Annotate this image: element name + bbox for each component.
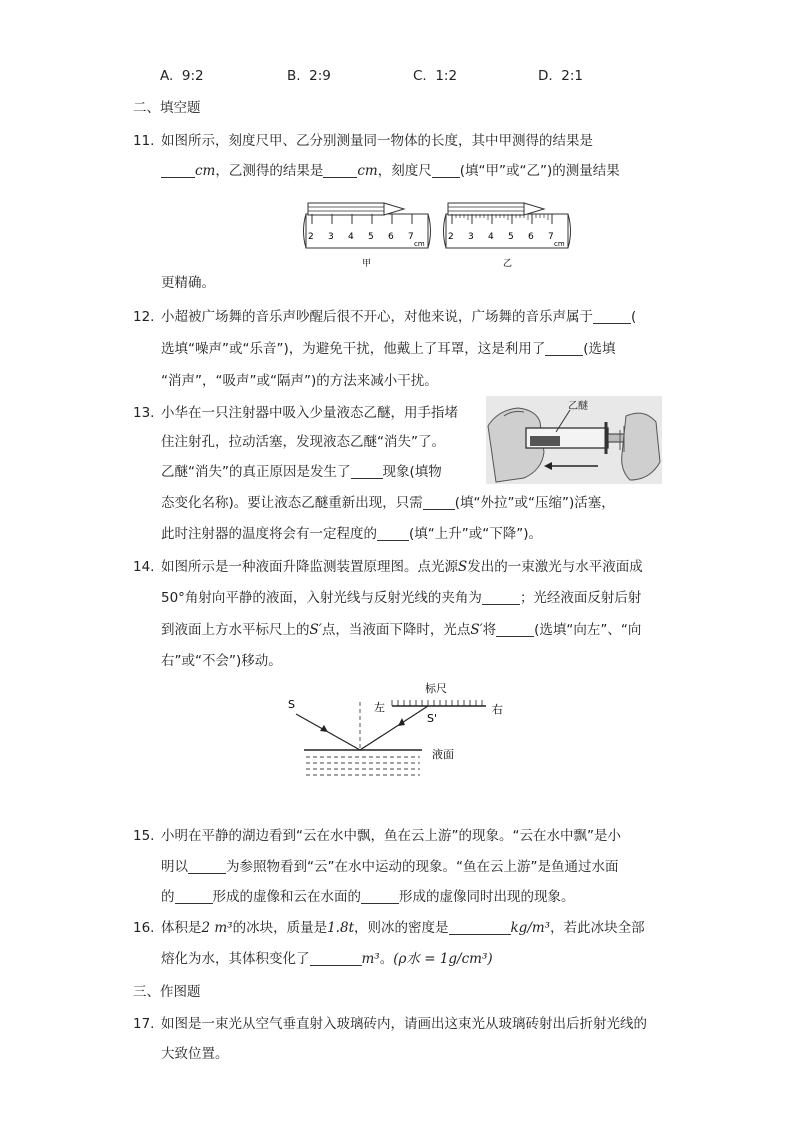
liquid-surface xyxy=(304,750,422,775)
option-c: C. 1:2 xyxy=(413,68,458,84)
ruler-label: 标尺 xyxy=(425,682,447,695)
q17-line2: 大致位置。 xyxy=(161,1046,229,1062)
option-d: D. 2:1 xyxy=(538,68,584,84)
q11-line2: cm，乙测得的结果是 cm，刻度尺 (填“甲”或“乙”)的测量结果 xyxy=(161,161,620,181)
question-number: 14. xyxy=(133,559,155,575)
option-a: A. 9:2 xyxy=(160,68,204,84)
answer-blank[interactable] xyxy=(161,163,195,178)
answer-blank[interactable] xyxy=(310,951,362,966)
liquid-label: 液面 xyxy=(432,748,454,761)
answer-blank[interactable] xyxy=(361,889,399,904)
q11-line1: 如图所示，刻度尺甲、乙分别测量同一物体的长度，其中甲测得的结果是 xyxy=(161,133,593,149)
q13-line2: 住注射孔，拉动活塞，发现液态乙醚“消失”了。 xyxy=(161,434,445,450)
q12-line1: 小超被广场舞的音乐声吵醒后很不开心，对他来说，广场舞的音乐声属于 ( xyxy=(161,309,637,325)
q14-line2: 50°角射向平静的液面，入射光线与反射光线的夹角为 ；光经液面反射后射 xyxy=(161,590,642,606)
tick-label: 4 xyxy=(488,232,494,242)
q14-line4: 右”或“不会”)移动。 xyxy=(161,653,282,669)
left-label: 左 xyxy=(374,701,385,714)
ether-label: 乙醚 xyxy=(568,401,588,412)
q11-line3: 更精确。 xyxy=(161,275,215,291)
scale-ruler xyxy=(392,700,486,706)
answer-blank[interactable] xyxy=(432,163,460,178)
question-number: 16. xyxy=(133,920,155,936)
tick-label: 3 xyxy=(328,232,334,242)
q13-line3: 乙醚“消失”的真正原因是发生了 现象(填物 xyxy=(161,464,442,480)
question-number: 12. xyxy=(133,309,155,325)
question-number: 11. xyxy=(133,133,155,149)
q17-line1: 如图是一束光从空气垂直射入玻璃砖内，请画出这束光从玻璃砖射出后折射光线的 xyxy=(161,1016,647,1032)
tick-label: 5 xyxy=(368,232,374,242)
tick-label: 6 xyxy=(388,232,394,242)
answer-blank[interactable] xyxy=(593,309,631,324)
source-label: S xyxy=(288,698,295,711)
q16-line2: 熔化为水，其体积变化了 m³。(ρ水 = 1g/cm³) xyxy=(161,951,493,967)
tick-label: 2 xyxy=(308,232,314,242)
tick-label: 5 xyxy=(508,232,514,242)
ruler-jia xyxy=(304,203,431,269)
spot-label: S' xyxy=(427,712,438,725)
question-number: 15. xyxy=(133,828,155,844)
tick-label: 7 xyxy=(408,232,414,242)
reflection-figure xyxy=(282,678,512,788)
tick-label: 6 xyxy=(528,232,534,242)
answer-blank[interactable] xyxy=(188,859,226,874)
answer-blank[interactable] xyxy=(175,889,213,904)
q15-line3: 的 形成的虚像和云在水面的 形成的虚像同时出现的现象。 xyxy=(161,889,575,905)
answer-blank[interactable] xyxy=(351,464,383,479)
question-number: 17. xyxy=(133,1016,155,1032)
tick-label: 7 xyxy=(548,232,554,242)
ruler-figure xyxy=(296,196,576,272)
unit-label: cm xyxy=(414,240,425,248)
q15-line1: 小明在平静的湖边看到“云在水中飘，鱼在云上游”的现象。“云在水中飘”是小 xyxy=(161,828,621,844)
answer-blank[interactable] xyxy=(496,622,534,637)
q14-line1: 如图所示是一种液面升降监测装置原理图。点光源S发出的一束激光与水平液面成 xyxy=(161,559,643,575)
section-heading-drawing: 三、作图题 xyxy=(133,984,201,1000)
q13-line1: 小华在一只注射器中吸入少量液态乙醚，用手指堵 xyxy=(161,405,458,421)
q12-line2: 选填“噪声”或“乐音”)，为避免干扰，他戴上了耳罩，这是利用了 (选填 xyxy=(161,341,616,357)
q16-line1: 体积是2 m³的冰块，质量是1.8t，则冰的密度是 kg/m³，若此冰块全部 xyxy=(161,920,645,936)
q14-line3: 到液面上方水平标尺上的S′点，当液面下降时，光点S′将 (选填“向左”、“向 xyxy=(161,622,642,638)
answer-blank[interactable] xyxy=(423,495,455,510)
section-heading-fill: 二、填空题 xyxy=(133,100,201,116)
question-number: 13. xyxy=(133,405,155,421)
q13-line5: 此时注射器的温度将会有一定程度的 (填“上升”或“下降”)。 xyxy=(161,526,543,542)
ruler-yi xyxy=(444,203,571,269)
answer-blank[interactable] xyxy=(323,163,357,178)
right-label: 右 xyxy=(492,703,503,716)
answer-blank[interactable] xyxy=(449,920,511,935)
syringe-figure xyxy=(486,396,662,484)
tick-label: 2 xyxy=(448,232,454,242)
ruler-label-yi: 乙 xyxy=(503,259,513,269)
ruler-label-jia: 甲 xyxy=(362,259,372,269)
tick-label: 4 xyxy=(348,232,354,242)
answer-blank[interactable] xyxy=(482,590,520,605)
option-b: B. 2:9 xyxy=(287,68,331,84)
q15-line2: 明以 为参照物看到“云”在水中运动的现象。“鱼在云上游”是鱼通过水面 xyxy=(161,859,619,875)
answer-blank[interactable] xyxy=(545,341,583,356)
unit-label: cm xyxy=(554,240,565,248)
tick-label: 3 xyxy=(468,232,474,242)
answer-blank[interactable] xyxy=(377,526,409,541)
q12-line3: “消声”，“吸声”或“隔声”)的方法来减小干扰。 xyxy=(161,373,438,389)
q13-line4: 态变化名称)。要让液态乙醚重新出现，只需 (填“外拉”或“压缩”)活塞， xyxy=(161,495,615,511)
